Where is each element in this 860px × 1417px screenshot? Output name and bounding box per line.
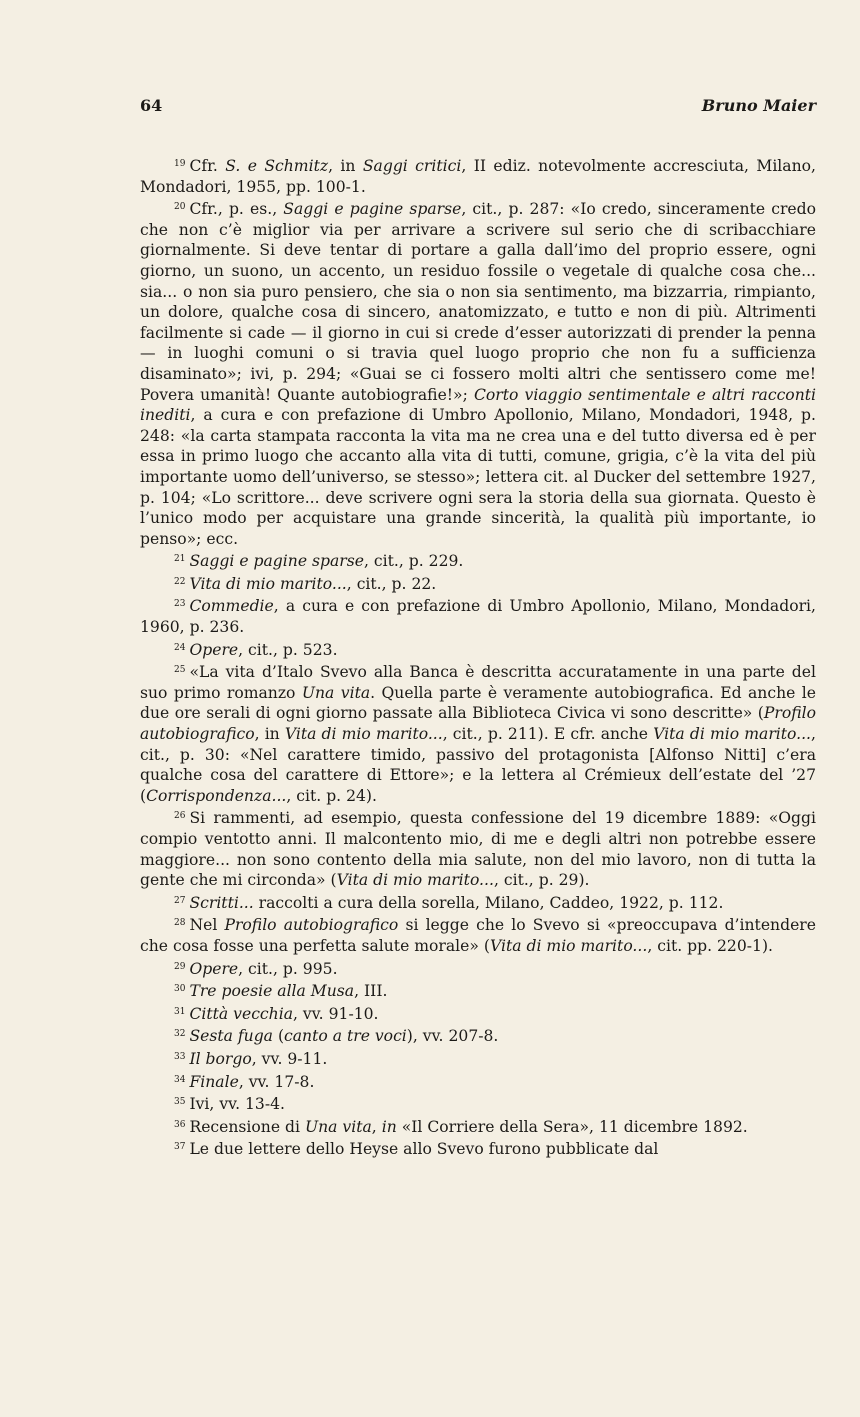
footnote-24 (140, 638, 816, 661)
running-head-author: Bruno Maier (701, 96, 816, 115)
footnote-text: «La vita d’Italo Svevo alla Banca è descritta accuratamente in una parte del suo primo romanzo Una vita. Quella parte è veramente autobiografica. Ed anche le due ore serali di ogni giorno passate alla Biblioteca Civica vi sono descritte» (Profilo autobiografico, in Vita di mio marito..., cit., p. 211). E cfr. anche Vita di mio marito..., cit., p. 30: «Nel carattere timido, passivo del protagonista [Alfonso Nitti] c’era qualche cosa del carattere di Ettore»; e la lettera al Crémieux dell’estate del ’27 (Corrispondenza..., cit. p. 24). (140, 663, 816, 805)
footnote-29 (140, 957, 816, 980)
footnote-number: 27 (174, 895, 186, 906)
footnote-27 (140, 891, 816, 914)
footnote-number: 21 (174, 554, 186, 565)
footnote-36 (140, 1115, 816, 1138)
footnote-number: 22 (174, 576, 186, 587)
footnote-text: Recensione di Una vita, in «Il Corriere della Sera», 11 dicembre 1892. (189, 1117, 748, 1136)
footnote-32 (140, 1024, 816, 1047)
footnotes-list (140, 154, 816, 1160)
footnote-text: Si rammenti, ad esempio, questa confessione del 19 dicembre 1889: «Oggi compio ventotto anni. Il malcontento mio, di me e degli altri non potrebbe essere maggiore... non sono contento della mia salute, non del mio lavoro, non di tutta la gente che mi circonda» (Vita di mio marito..., cit., p. 29). (140, 809, 816, 890)
footnote-text: Nel Profilo autobiografico si legge che lo Svevo si «preoccupava d’intendere che cosa fosse una perfetta salute morale» (Vita di mio marito..., cit. pp. 220-1). (140, 916, 816, 955)
footnote-37 (140, 1137, 816, 1160)
footnote-text: Opere, cit., p. 523. (189, 640, 338, 659)
footnote-26 (140, 806, 816, 890)
footnote-25 (140, 660, 816, 806)
footnote-text: Commedie, a cura e con prefazione di Umbro Apollonio, Milano, Mondadori, 1960, p. 236. (140, 597, 816, 637)
footnote-text: Opere, cit., p. 995. (189, 959, 338, 978)
footnote-22 (140, 572, 816, 595)
footnote-21 (140, 549, 816, 572)
footnote-31 (140, 1002, 816, 1025)
footnote-number: 34 (174, 1074, 186, 1085)
footnote-number: 37 (174, 1142, 186, 1153)
footnote-number: 19 (174, 159, 186, 169)
footnote-number: 30 (174, 984, 186, 995)
footnote-text: Vita di mio marito..., cit., p. 22. (189, 574, 437, 593)
footnote-text: Le due lettere dello Heyse allo Svevo furono pubblicate dal (189, 1140, 659, 1159)
footnote-34 (140, 1070, 816, 1093)
footnote-number: 20 (174, 202, 186, 213)
footnote-number: 35 (174, 1097, 186, 1108)
footnote-30 (140, 979, 816, 1002)
footnote-35 (140, 1092, 816, 1115)
document-page (140, 96, 816, 1160)
footnote-number: 29 (174, 961, 186, 972)
footnote-text: Il borgo, vv. 9-11. (189, 1049, 328, 1068)
footnote-text: Cfr., p. es., Saggi e pagine sparse, cit., p. 287: «Io credo, sinceramente credo che non c’è miglior via per arrivare a scrivere sul serio che di scribacchiare giornalmente. Si deve tentar di portare a galla dall’imo del proprio essere, ogni giorno, un suono, un accento, un residuo fossile o vegetale di qualche cosa che... sia... o non sia puro pensiero, che sia o non sia sentimento, ma bizzarria, rimpianto, un dolore, qualche cosa di sincero, anatomizzato, e tutto e non di più. Altrimenti facilmente si cade — il giorno in cui si crede d’esser autorizzati di prender la penna — in luoghi comuni o si travia quel luogo proprio che non fu a sufficienza disaminato»; ivi, p. 294; «Guai se ci fossero molti altri che sentissero come me! Povera umanità! Quante autobiografie!»; Corto viaggio sentimentale e altri racconti inediti, a cura e con prefazione di Umbro Apollonio, Milano, Mondadori, 1948, p. 248: «la carta stampata racconta la vita ma ne crea una e del tutto diversa ed è per essa in primo luogo che accanto alla vita di tutti, comune, grigia, c’è la vita del più importante uomo dell’universo, se stesso»; lettera cit. al Ducker del settembre 1927, p. 104; «Lo scrittore... deve scrivere ogni sera la storia della sua giornata. Questo è l’unico modo per acquistare una grande sincerità, la qualità più importante, io penso»; ecc. (140, 200, 816, 548)
footnote-text: Saggi e pagine sparse, cit., p. 229. (189, 552, 464, 571)
footnote-28 (140, 913, 816, 956)
footnote-number: 33 (174, 1051, 186, 1062)
footnote-text: Ivi, vv. 13-4. (189, 1095, 285, 1114)
footnote-23 (140, 594, 816, 637)
footnote-text: Tre poesie alla Musa, III. (189, 982, 388, 1001)
footnote-text: Scritti... raccolti a cura della sorella, Milano, Caddeo, 1922, p. 112. (189, 893, 724, 912)
footnote-19 (140, 154, 816, 197)
footnote-number: 25 (174, 665, 186, 676)
footnote-text: Città vecchia, vv. 91-10. (189, 1004, 379, 1023)
footnote-text: Cfr. S. e Schmitz, in Saggi critici, II ediz. notevolmente accresciuta, Milano, Mondadori, 1955, pp. 100-1. (140, 157, 816, 196)
footnote-number: 24 (174, 642, 186, 653)
footnote-number: 23 (174, 599, 186, 610)
footnote-text: Finale, vv. 17-8. (189, 1072, 315, 1091)
running-header (140, 96, 816, 124)
page-number: 64 (140, 96, 163, 115)
footnote-number: 36 (174, 1119, 186, 1130)
footnote-number: 28 (174, 918, 186, 929)
footnote-number: 31 (174, 1006, 186, 1017)
footnote-text: Sesta fuga (canto a tre voci), vv. 207-8. (189, 1027, 499, 1046)
footnote-number: 26 (174, 811, 186, 822)
footnote-20 (140, 197, 816, 549)
footnote-33 (140, 1047, 816, 1070)
footnote-number: 32 (174, 1029, 186, 1040)
